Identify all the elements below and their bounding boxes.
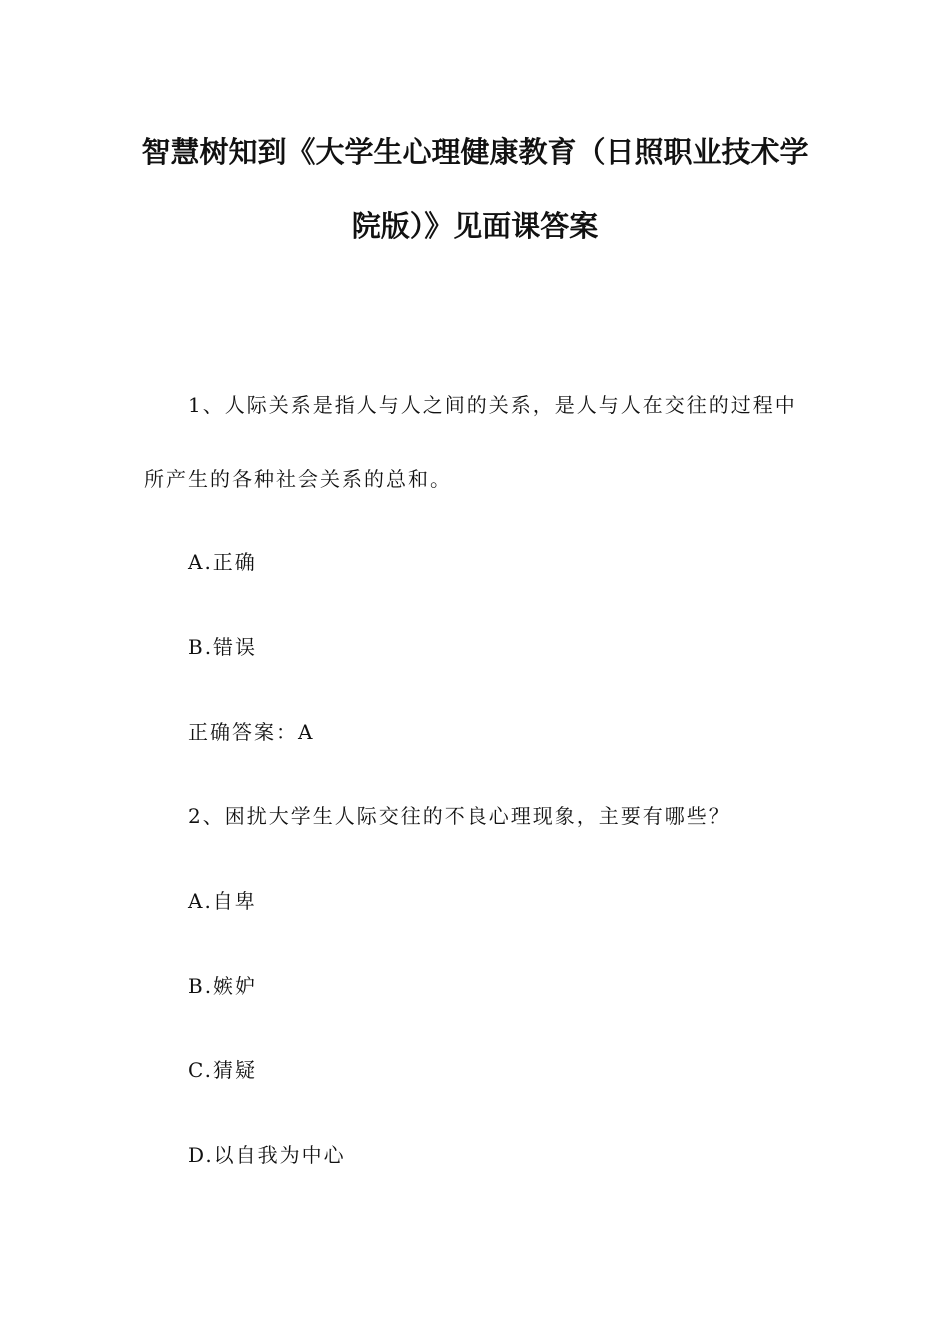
document-title-line-2: 院版）》见面课答案 <box>351 209 599 243</box>
question-2-option-a: A.自卑 <box>188 889 257 913</box>
question-2-option-b: B.嫉妒 <box>188 974 258 998</box>
question-1-answer: 正确答案：A <box>188 720 315 744</box>
question-2-option-d: D.以自我为中心 <box>188 1143 346 1167</box>
document-title-line-1: 智慧树知到《大学生心理健康教育（日照职业技术学 <box>141 135 809 169</box>
question-1-stem-line-1: 1、人际关系是指人与人之间的关系，是人与人在交往的过程中 <box>188 393 797 417</box>
question-1-option-b: B.错误 <box>188 635 258 659</box>
question-1-option-a: A.正确 <box>188 550 257 574</box>
question-2-stem-line-1: 2、困扰大学生人际交往的不良心理现象，主要有哪些？ <box>188 804 731 828</box>
question-2-option-c: C.猜疑 <box>188 1058 257 1082</box>
question-1-stem-line-2: 所产生的各种社会关系的总和。 <box>144 467 452 491</box>
